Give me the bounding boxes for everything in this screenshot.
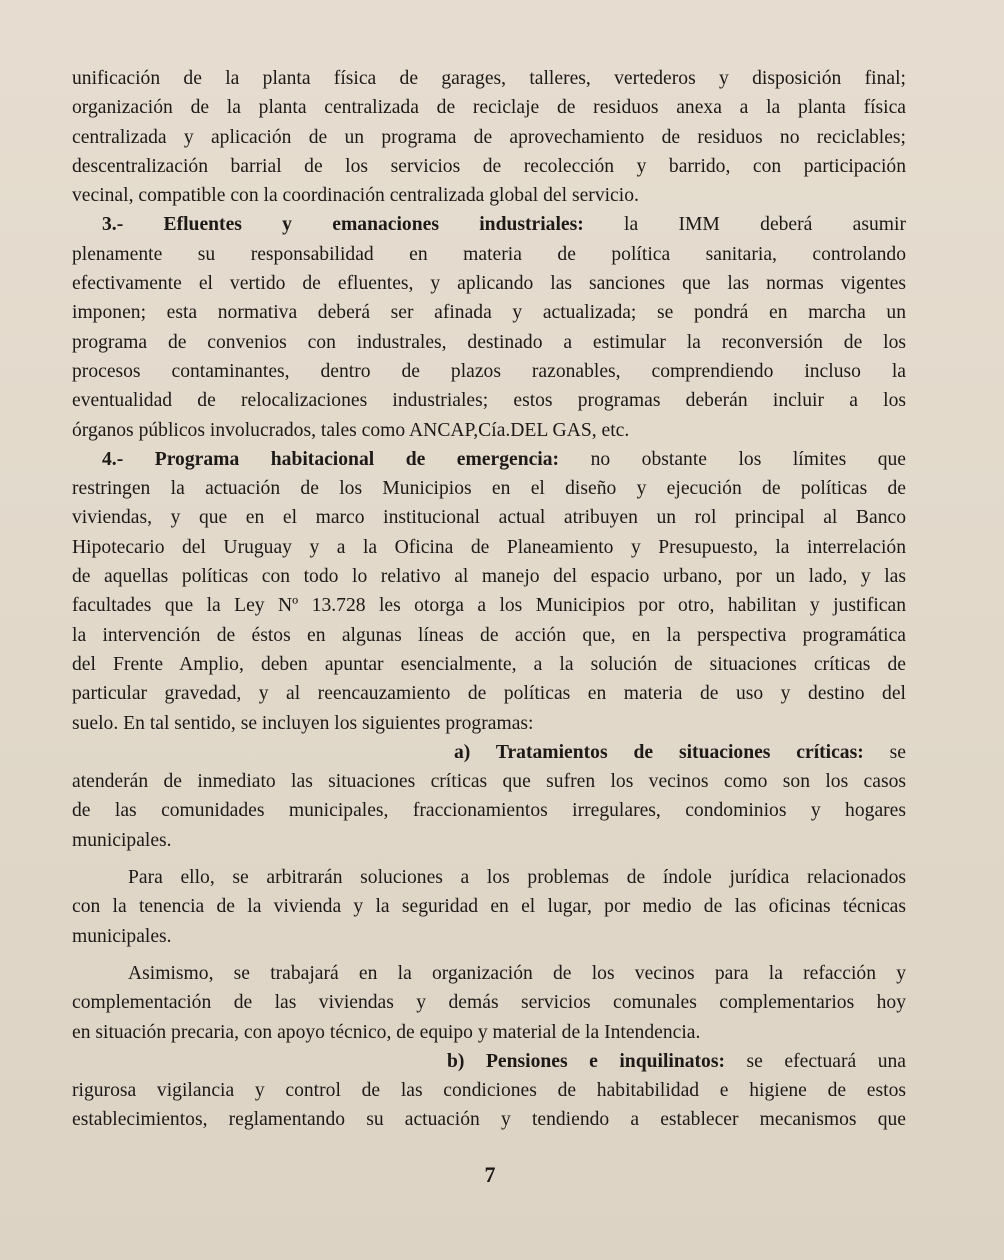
subsection-b-heading: b) Pensiones e inquilinatos: [447,1050,725,1072]
text-line: Asimismo, se trabajará en la organización de los vecinos para la refacción y [128,962,906,984]
text-line: restringen la actuación de los Municipios en el diseño y ejecución de políticas de [72,478,906,500]
text-line: suelo. En tal sentido, se incluyen los siguientes programas: [72,712,534,734]
text-fragment: se [889,741,906,763]
section-4-heading: 4.- Programa habitacional de emergencia: [102,448,560,470]
text-line: unificación de la planta física de garages, talleres, vertederos y disposición final; [72,68,906,89]
text-line: eventualidad de relocalizaciones industriales; estos programas deberán incluir a los [72,390,906,412]
body-text [72,64,906,1135]
text-line: efectivamente el vertido de efluentes, y aplicando las sanciones que las normas vigentes [72,273,906,295]
text-line: descentralización barrial de los servicios de recolección y barrido, con participación [72,155,906,177]
text-line: plenamente su responsabilidad en materia de política sanitaria, controlando [72,243,906,265]
text-line: atenderán de inmediato las situaciones críticas que sufren los vecinos como son los casos [72,771,906,793]
text-line: centralizada y aplicación de un programa de aprovechamiento de residuos no reciclables; [72,126,906,148]
subsection-b-line [72,1047,906,1076]
text-line: Hipotecario del Uruguay y a la Oficina de Planeamiento y Presupuesto, la interrelación [72,536,906,558]
text-line: establecimientos, reglamentando su actuación y tendiendo a establecer mecanismos que [72,1109,906,1131]
text-line: programa de convenios con industrales, destinado a estimular la reconversión de los [72,331,906,353]
text-line: órganos públicos involucrados, tales como ANCAP,Cía.DEL GAS, etc. [72,419,630,441]
section-3-heading: 3.- Efluentes y emanaciones industriales: [102,214,584,236]
text-line: organización de la planta centralizada de reciclaje de residuos anexa a la planta física [72,97,906,119]
text-line: de las comunidades municipales, fraccionamientos irregulares, condominios y hogares [72,800,906,822]
section-4-line [72,445,906,474]
text-line: facultades que la Ley Nº 13.728 les otorga a los Municipios por otro, habilitan y justifican [72,595,906,617]
text-line: complementación de las viviendas y demás servicios comunales complementarios hoy [72,992,906,1014]
text-line: del Frente Amplio, deben apuntar esencialmente, a la solución de situaciones críticas de [72,653,906,675]
text-line: imponen; esta normativa deberá ser afinada y actualizada; se pondrá en marcha un [72,302,906,324]
section-3-line [72,210,906,239]
text-line: Para ello, se arbitrarán soluciones a los problemas de índole jurídica relacionados [128,867,906,889]
subsection-a-heading: a) Tratamientos de situaciones críticas: [454,741,864,763]
text-line: particular gravedad, y al reencauzamiento de políticas en materia de uso y destino del [72,683,906,705]
page-number: 7 [484,1162,496,1187]
text-line: municipales. [72,829,172,851]
text-line: vecinal, compatible con la coordinación centralizada global del servicio. [72,185,639,207]
text-line: viviendas, y que en el marco institucional actual atribuyen un rol principal al Banco [72,507,906,529]
text-fragment: la IMM deberá asumir [624,214,906,236]
text-line: rigurosa vigilancia y control de las condiciones de habitabilidad e higiene de estos [72,1080,906,1102]
text-fragment: no obstante los límites que [590,448,906,470]
text-fragment: se efectuará una [746,1050,907,1072]
text-line: municipales. [72,925,172,947]
subsection-a-line [72,738,906,767]
text-line: con la tenencia de la vivienda y la seguridad en el lugar, por medio de las oficinas técnicas [72,896,906,918]
text-line: en situación precaria, con apoyo técnico, de equipo y material de la Intendencia. [72,1021,701,1043]
text-line: la intervención de éstos en algunas líneas de acción que, en la perspectiva programática [72,624,906,646]
text-line: procesos contaminantes, dentro de plazos razonables, comprendiendo incluso la [72,360,906,382]
text-line: de aquellas políticas con todo lo relativo al manejo del espacio urbano, por un lado, y las [72,566,906,588]
